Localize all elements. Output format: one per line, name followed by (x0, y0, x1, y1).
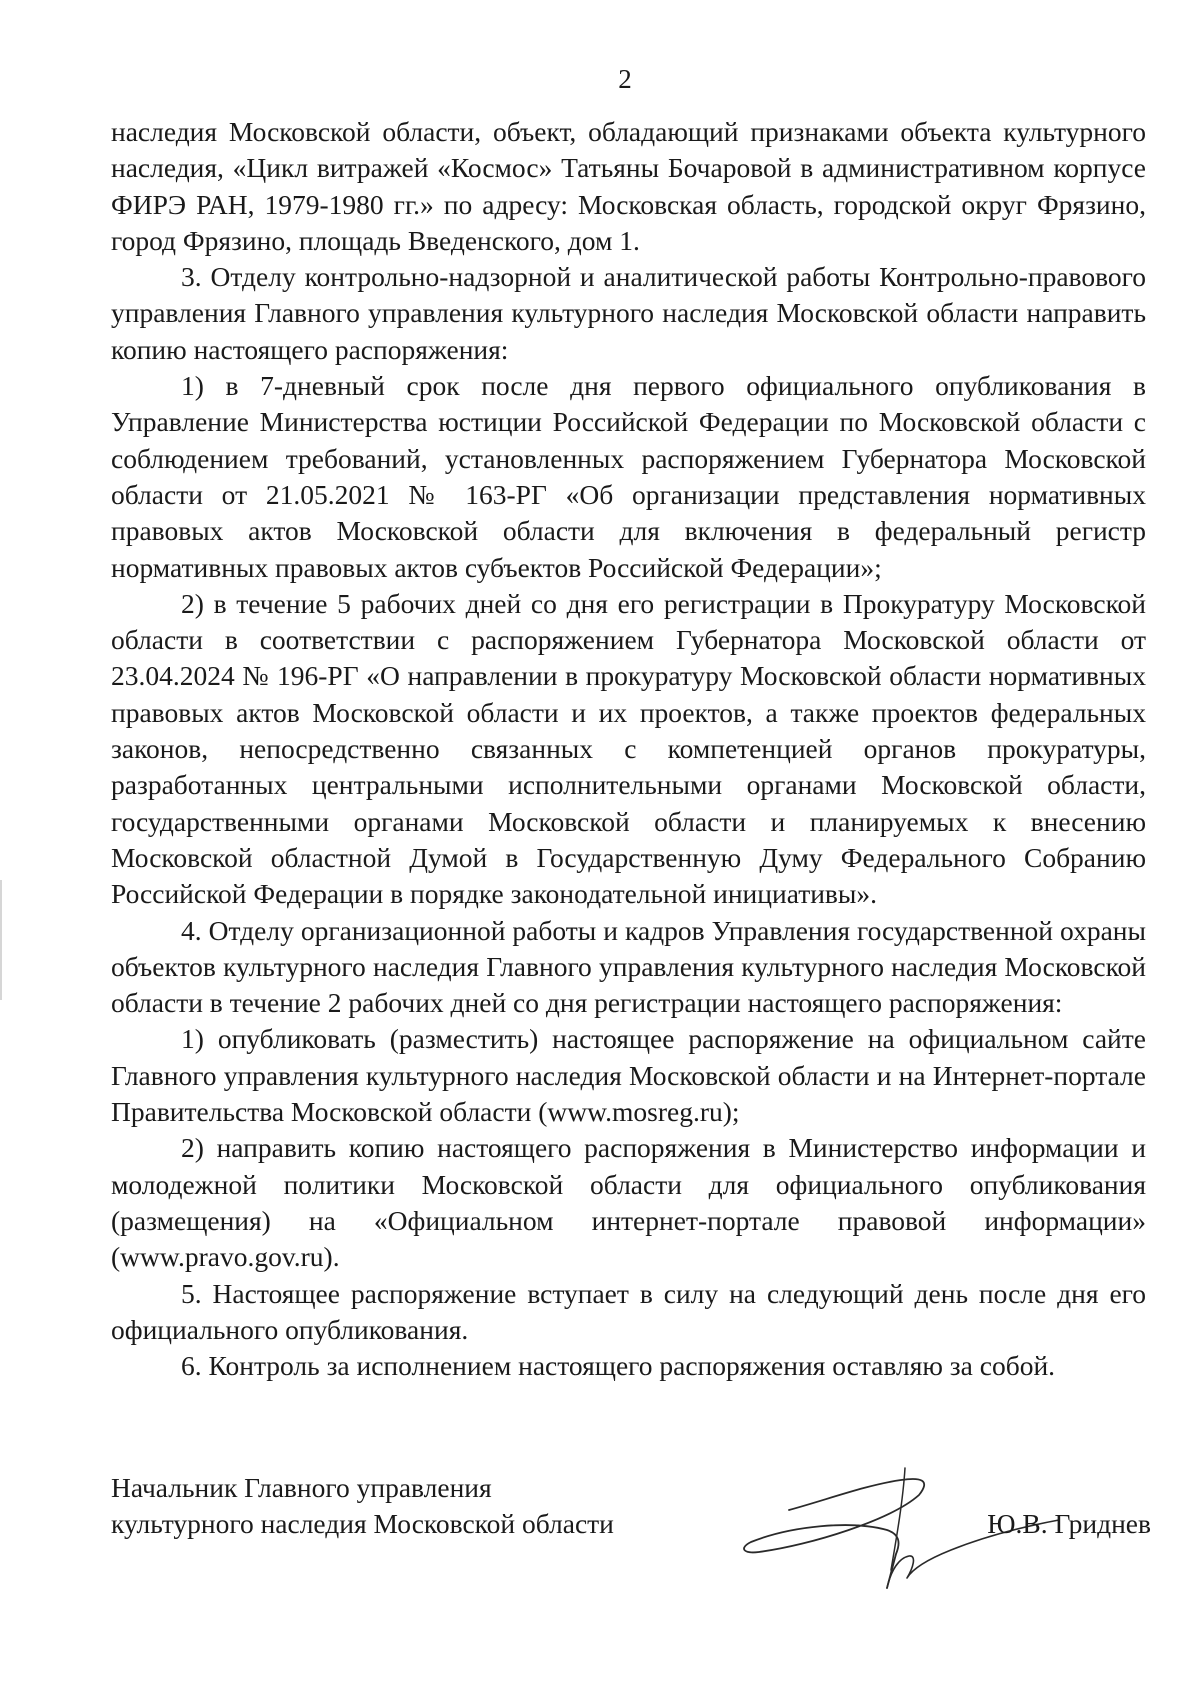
paragraph-item-4-2: 2) направить копию настоящего распоряжения в Министерство информации и молодежной политики Московской области для официального опубликования (размещения) на «Официальном интернет-портале правовой информации» (www.pravo.gov.ru). (111, 1132, 1146, 1273)
paragraph-item-5: 5. Настоящее распоряжение вступает в силу на следующий день после дня его официального опубликования. (111, 1277, 1146, 1345)
signatory-title-line-2: культурного наследия Московской области (111, 1508, 614, 1540)
page-number: 2 (618, 64, 632, 94)
paragraph-item-3: 3. Отделу контрольно-надзорной и аналитической работы Контрольно-правового управления Главного управления культурного наследия Московской области направить копию настоящего распоряжения: (111, 261, 1146, 365)
signature-block (111, 1470, 1151, 1590)
paragraph-item-4-1: 1) опубликовать (разместить) настоящее распоряжение на официальном сайте Главного управления культурного наследия Московской области и на Интернет-портале Правительства Московской области (www.mosreg.ru); (111, 1023, 1146, 1128)
paragraph-item-4: 4. Отделу организационной работы и кадров Управления государственной охраны объектов культурного наследия Главного управления культурного наследия Московской области в течение 2 рабочих дней со дня регистрации настоящего распоряжения: (111, 914, 1146, 1019)
paragraph-item-6: 6. Контроль за исполнением настоящего распоряжения оставляю за собой. (181, 1350, 1056, 1382)
paragraph-item-3-2: 2) в течение 5 рабочих дней со дня его регистрации в Прокуратуру Московской области в соответствии с распоряжением Губернатора Московской области от 23.04.2024 № 196-РГ «О направлении в прокуратуру Московской области нормативных правовых актов Московской области и их проектов, а также проектов федеральных законов, непосредственно связанных с компетенцией органов прокуратуры, разработанных центральными исполнительными органами Московской области, государственными органами Московской области и планируемых к внесению Московской областной Думой в Государственную Думу Федерального Собранию Российской Федерации в порядке законодательной инициативы». (111, 587, 1146, 910)
document-body (111, 114, 1146, 1384)
signatory-title-line-1: Начальник Главного управления (111, 1472, 492, 1503)
signatory-name: Ю.В. Гриднев (987, 1508, 1151, 1539)
scan-edge-mark (0, 880, 2, 1000)
paragraph-continuation: наследия Московской области, объект, обладающий признаками объекта культурного наследия, «Цикл витражей «Космос» Татьяны Бочаровой в административном корпусе ФИРЭ РАН, 1979-1980 гг.» по адресу: Московская область, городской округ Фрязино, город Фрязино, площадь Введенского, дом 1. (111, 116, 1146, 256)
paragraph-item-3-1: 1) в 7-дневный срок после дня первого официального опубликования в Управление Министерства юстиции Российской Федерации по Московской области с соблюдением требований, установленных распоряжением Губернатора Московской области от 21.05.2021 № 163-РГ «Об организации представления нормативных правовых актов Московской области для включения в федеральный регистр нормативных правовых актов субъектов Российской Федерации»; (111, 370, 1146, 583)
